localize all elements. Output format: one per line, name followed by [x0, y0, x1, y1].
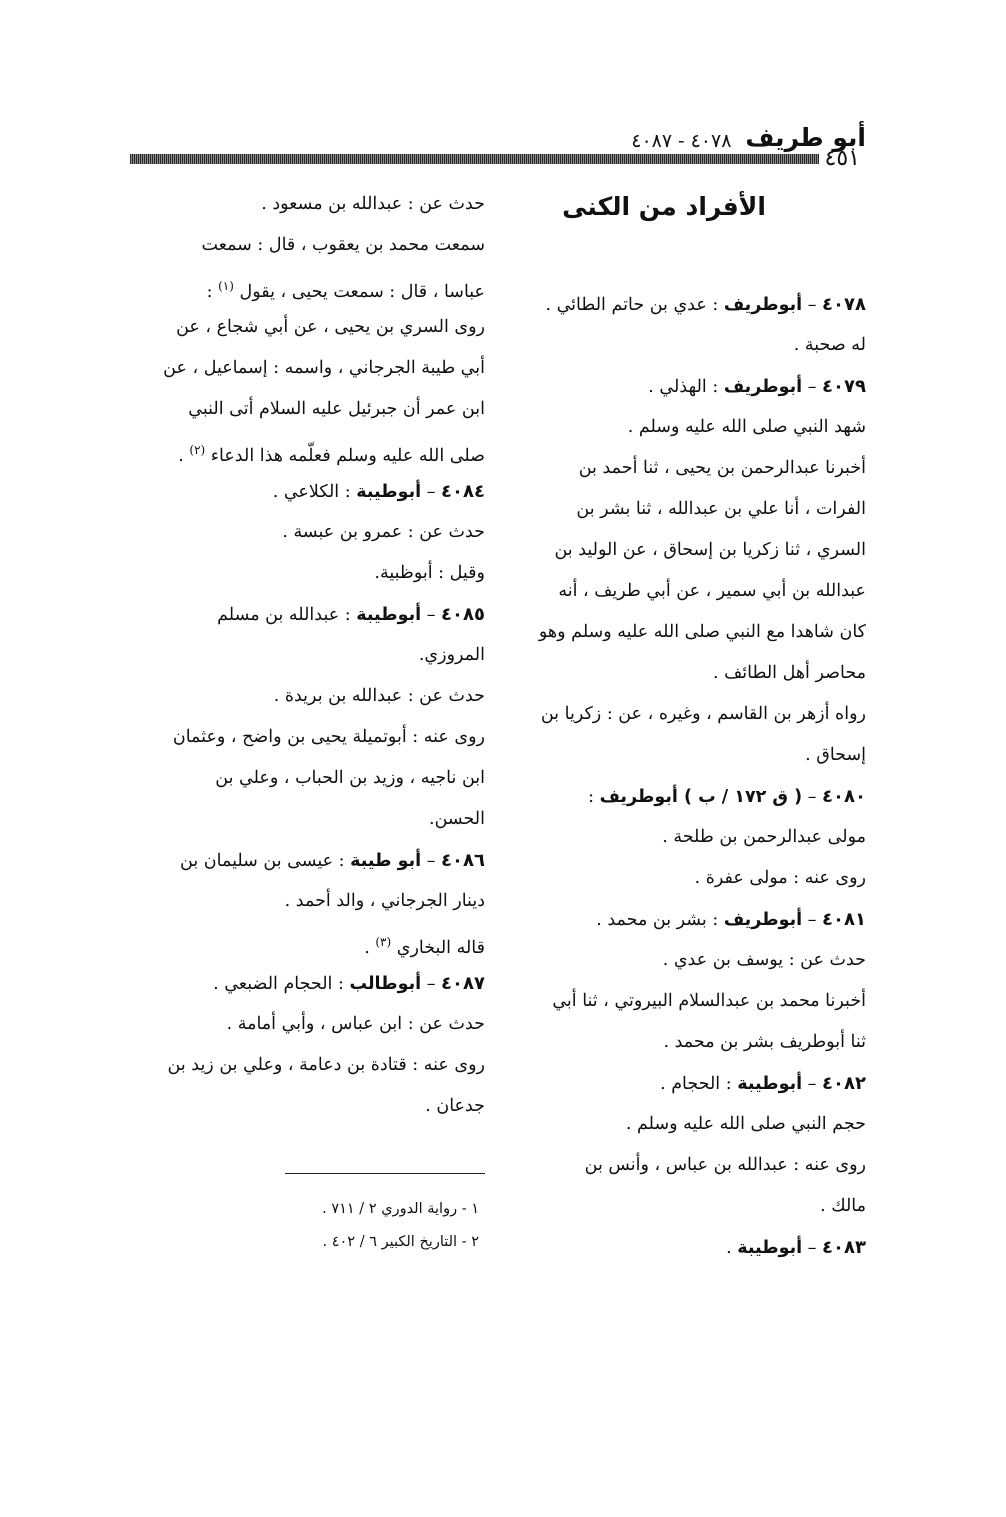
- entry-name: أبوطريف: [723, 377, 803, 397]
- entry-number: ٤٠٨٥: [441, 604, 485, 625]
- line-text: : الكلاعي .: [272, 482, 351, 502]
- entry-name: ( ق ١٧٢ / ب ) أبوطريف: [599, 787, 803, 807]
- line-text: ابن ناجيه ، وزيد بن الحباب ، وعلي بن: [215, 768, 485, 788]
- line-text: : الهذلي .: [648, 377, 719, 397]
- text-line: [517, 571, 866, 612]
- line-text: محاصر أهل الطائف .: [713, 663, 866, 683]
- line-text: مولى عبدالرحمن بن طلحة .: [662, 827, 866, 847]
- line-text: أخبرنا محمد بن عبدالسلام البيروتي ، ثنا أبي: [552, 991, 866, 1011]
- text-line: [135, 266, 485, 307]
- text-line: [517, 1145, 866, 1186]
- line-text: حدث عن : عبدالله بن مسعود .: [261, 194, 485, 214]
- line-text: حدث عن : ابن عباس ، وأبي أمامة .: [226, 1014, 485, 1034]
- line-text: المروزي.: [418, 645, 485, 665]
- entry-heading: ٤٠٨٠ – ( ق ١٧٢ / ب ) أبوطريف :: [588, 786, 866, 807]
- entry-name: أبوطيبة: [356, 482, 422, 502]
- entry-number: ٤٠٧٨: [822, 294, 866, 315]
- line-text: صلى الله عليه وسلم فعلّمه هذا الدعاء: [210, 445, 485, 466]
- text-line: [135, 430, 485, 471]
- text-line: [135, 348, 485, 389]
- right-column: [517, 184, 866, 1268]
- line-text: ابن عمر أن جبرئيل عليه السلام أتى النبي: [188, 399, 485, 419]
- section-title: الأفراد من الكنى: [562, 192, 766, 221]
- text-line: [135, 1045, 485, 1086]
- text-line: [517, 612, 866, 653]
- text-line: [135, 676, 485, 717]
- entry-heading: ٤٠٨٥ – أبوطيبة : عبدالله بن مسلم: [217, 604, 485, 625]
- entry-name: أبوطيبة: [737, 1074, 803, 1094]
- entry-heading: ٤٠٨٤ – أبوطيبة : الكلاعي .: [272, 481, 485, 502]
- footnote-ref: (٢): [189, 443, 206, 457]
- entry-heading: ٤٠٨٣ – أبوطيبة .: [726, 1237, 866, 1258]
- line-text: روى عنه : عبدالله بن عباس ، وأنس بن: [584, 1155, 866, 1175]
- line-text: له صحبة .: [793, 335, 866, 355]
- text-line: [517, 694, 866, 735]
- text-line: [517, 1186, 866, 1227]
- entry-heading: ٤٠٨١ – أبوطريف : بشر بن محمد .: [596, 909, 866, 930]
- text-line: [517, 530, 866, 571]
- entry-heading: ٤٠٨٦ – أبو طيبة : عيسى بن سليمان بن: [180, 850, 485, 871]
- entry-number: ٤٠٨٦: [441, 850, 485, 871]
- line-text: مالك .: [820, 1196, 866, 1216]
- footnotes: [135, 1193, 485, 1259]
- line-text: كان شاهدا مع النبي صلى الله عليه وسلم وهو: [538, 622, 866, 642]
- entry-heading: ٤٠٧٨ – أبوطريف : عدي بن حاتم الطائي .: [545, 294, 866, 315]
- line-text: روى عنه : أبوتميلة يحيى بن واضح ، وعثمان: [172, 727, 485, 747]
- line-text: روى عنه : مولى عفرة .: [694, 868, 866, 888]
- text-line: [135, 512, 485, 553]
- entry-heading: ٤٠٨٢ – أبوطيبة : الحجام .: [660, 1073, 866, 1094]
- line-text: وقيل : أبوظبية.: [374, 563, 485, 583]
- text-line: [135, 307, 485, 348]
- line-tail: :: [206, 281, 213, 302]
- line-text: دينار الجرجاني ، والد أحمد .: [284, 891, 485, 911]
- entry-name: أبوطريف: [723, 910, 803, 930]
- line-text: :: [588, 787, 595, 807]
- footnote-1: ١ - رواية الدوري ٢ / ٧١١ .: [322, 1201, 479, 1217]
- entry-number: ٤٠٧٩: [822, 376, 866, 397]
- running-title: أبو طريف: [745, 123, 866, 152]
- line-text: حجم النبي صلى الله عليه وسلم .: [625, 1114, 866, 1134]
- entry-name: أبوطيبة: [737, 1238, 803, 1258]
- text-line: [135, 389, 485, 430]
- text-line: [517, 981, 866, 1022]
- entry-number: ٤٠٨١: [822, 909, 866, 930]
- entry-range: ٤٠٧٨ - ٤٠٨٧: [631, 130, 732, 152]
- line-tail: .: [178, 445, 184, 466]
- text-line: [517, 1104, 866, 1145]
- line-tail: .: [364, 937, 370, 958]
- line-text: عبدالله بن أبي سمير ، عن أبي طريف ، أنه: [558, 581, 866, 601]
- line-text: السري ، ثنا زكريا بن إسحاق ، عن الوليد بن: [554, 540, 866, 560]
- text-line: [517, 858, 866, 899]
- line-text: إسحاق .: [805, 745, 866, 765]
- text-line: [135, 881, 485, 922]
- text-line: [517, 489, 866, 530]
- text-line: [135, 1086, 485, 1127]
- entry-number: ٤٠٨٢: [822, 1073, 866, 1094]
- line-text: قاله البخاري: [396, 937, 485, 958]
- text-line: [517, 1022, 866, 1063]
- line-text: : عيسى بن سليمان بن: [180, 851, 345, 871]
- line-text: حدث عن : عبدالله بن بريدة .: [273, 686, 485, 706]
- footnote-ref: (١): [218, 279, 234, 293]
- text-line: [517, 325, 866, 366]
- text-line: [135, 922, 485, 963]
- entry-number: ٤٠٨٤: [441, 481, 485, 502]
- line-text: الحسن.: [429, 809, 485, 829]
- line-text: ثنا أبوطريف بشر بن محمد .: [663, 1032, 866, 1052]
- text-line: [135, 225, 485, 266]
- text-line: [135, 553, 485, 594]
- line-text: حدث عن : يوسف بن عدي .: [662, 950, 866, 970]
- text-line: [135, 799, 485, 840]
- header-rule: [130, 146, 866, 171]
- footnote-ref: (٣): [375, 935, 392, 949]
- footnote-rule: [285, 1173, 485, 1174]
- line-text: : عبدالله بن مسلم: [217, 605, 351, 625]
- text-line: [135, 717, 485, 758]
- text-line: [517, 940, 866, 981]
- entry-number: ٤٠٨٧: [441, 973, 485, 994]
- line-text: روى عنه : قتادة بن دعامة ، وعلي بن زيد بن: [167, 1055, 485, 1075]
- line-text: : الحجام .: [660, 1074, 732, 1094]
- line-text: أبي طيبة الجرجاني ، واسمه : إسماعيل ، عن: [163, 358, 485, 378]
- entry-number: ٤٠٨٣: [822, 1237, 866, 1258]
- page-number: ٤٥١: [824, 146, 860, 171]
- text-line: [517, 448, 866, 489]
- entry-name: أبو طيبة: [350, 851, 422, 871]
- text-line: [135, 758, 485, 799]
- line-text: سمعت محمد بن يعقوب ، قال : سمعت: [201, 235, 485, 255]
- footnote-2: ٢ - التاريخ الكبير ٦ / ٤٠٢ .: [322, 1234, 479, 1250]
- decorative-rule: [130, 154, 819, 164]
- entry-name: أبوطالب: [349, 974, 422, 994]
- entry-name: أبوطيبة: [356, 605, 422, 625]
- text-line: [517, 817, 866, 858]
- line-text: جدعان .: [425, 1096, 485, 1116]
- line-text: شهد النبي صلى الله عليه وسلم .: [627, 417, 866, 437]
- entry-heading: ٤٠٨٧ – أبوطالب : الحجام الضبعي .: [213, 973, 485, 994]
- page-header: [130, 112, 866, 152]
- entry-name: أبوطريف: [723, 295, 803, 315]
- text-line: [135, 1004, 485, 1045]
- entry-number: ٤٠٨٠: [822, 786, 866, 807]
- text-line: [517, 407, 866, 448]
- entry-heading: ٤٠٧٩ – أبوطريف : الهذلي .: [648, 376, 866, 397]
- text-line: [135, 635, 485, 676]
- text-line: [135, 184, 485, 225]
- line-text: : عدي بن حاتم الطائي .: [545, 295, 719, 315]
- line-text: : الحجام الضبعي .: [213, 974, 344, 994]
- line-text: رواه أزهر بن القاسم ، وغيره ، عن : زكريا بن: [540, 704, 866, 724]
- line-text: .: [726, 1238, 732, 1258]
- line-text: أخبرنا عبدالرحمن بن يحيى ، ثنا أحمد بن: [578, 458, 866, 478]
- line-text: عباسا ، قال : سمعت يحيى ، يقول: [239, 281, 485, 302]
- line-text: : بشر بن محمد .: [596, 910, 719, 930]
- text-line: [517, 653, 866, 694]
- line-text: الفرات ، أنا علي بن عبدالله ، ثنا بشر بن: [576, 499, 866, 519]
- text-line: [517, 735, 866, 776]
- line-text: روى السري بن يحيى ، عن أبي شجاع ، عن: [176, 317, 485, 337]
- line-text: حدث عن : عمرو بن عبسة .: [282, 522, 485, 542]
- left-column: [135, 184, 485, 1127]
